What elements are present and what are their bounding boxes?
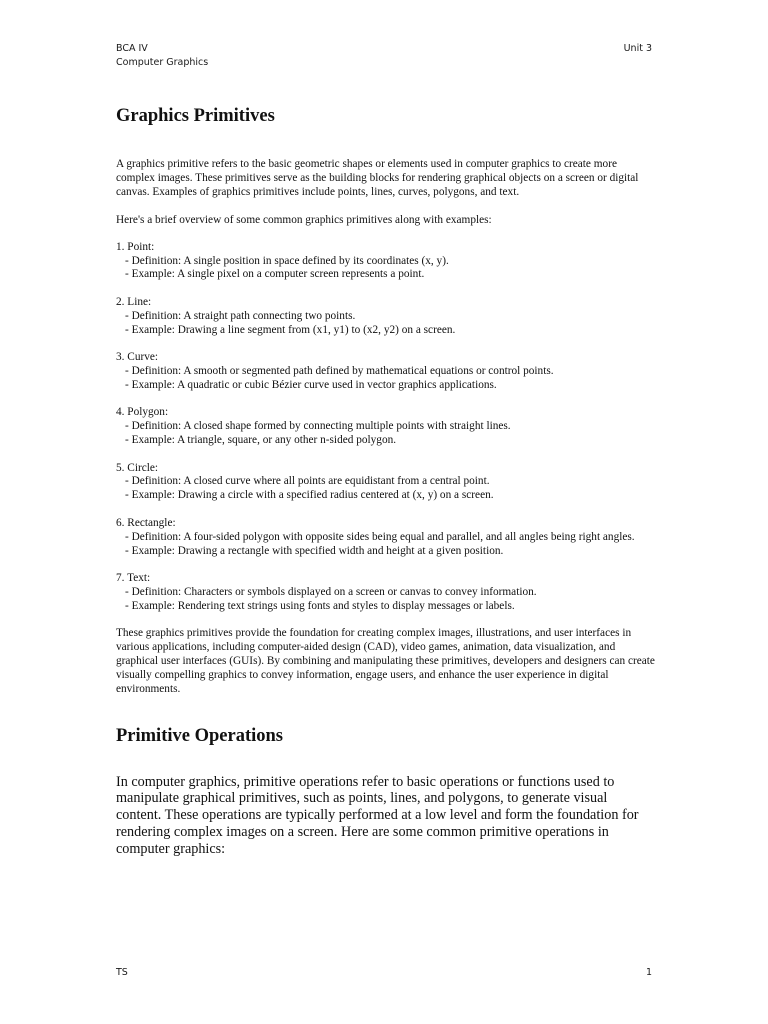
item-example: - Example: Drawing a circle with a specified radius centered at (x, y) on a screen. (125, 489, 494, 502)
intro-paragraph: A graphics primitive refers to the basic geometric shapes or elements used in computer graphics to create more complex images. These primitives serve as the building blocks for rendering graphical objects on a screen or digital canvas. Examples of graphics primitives include points, lines, curves, polygons, and text. (116, 158, 639, 198)
primitives-list (116, 241, 656, 614)
unit-label: Unit 3 (623, 43, 652, 54)
item-definition: - Definition: Characters or symbols displayed on a screen or canvas to convey information. (125, 585, 537, 598)
list-item (116, 462, 656, 504)
overview-paragraph: Here's a brief overview of some common graphics primitives along with examples: (116, 213, 492, 226)
item-definition: - Definition: A single position in space defined by its coordinates (x, y). (125, 254, 449, 267)
item-definition: - Definition: A straight path connecting two points. (125, 309, 356, 322)
item-heading: 2. Line: (116, 295, 152, 308)
list-item (116, 572, 656, 614)
closing-paragraph: These graphics primitives provide the foundation for creating complex images, illustrations, and user interfaces in various applications, including computer-aided design (CAD), video games, animation, data visualization, and graphical user interfaces (GUIs). By combining and manipulating these primitives, developers and designers can create visually compelling graphics to convey information, engage users, and enhance the user experience in digital environments. (116, 627, 655, 695)
item-example: - Example: Rendering text strings using fonts and styles to display messages or labels. (125, 599, 515, 612)
footer-initials: TS (116, 967, 128, 978)
list-item (116, 296, 656, 338)
course-code: BCA IV (116, 43, 148, 54)
item-example: - Example: A quadratic or cubic Bézier curve used in vector graphics applications. (125, 378, 497, 391)
item-heading: 5. Circle: (116, 461, 159, 474)
item-example: - Example: A triangle, square, or any other n-sided polygon. (125, 434, 397, 447)
item-example: - Example: Drawing a line segment from (x1, y1) to (x2, y2) on a screen. (125, 323, 456, 336)
item-heading: 6. Rectangle: (116, 516, 176, 529)
page-header-left (116, 42, 208, 70)
item-heading: 4. Polygon: (116, 406, 169, 419)
item-definition: - Definition: A smooth or segmented path defined by mathematical equations or control points. (125, 364, 554, 377)
item-heading: 1. Point: (116, 240, 155, 253)
item-definition: - Definition: A closed curve where all points are equidistant from a central point. (125, 475, 490, 488)
item-definition: - Definition: A four-sided polygon with opposite sides being equal and parallel, and all angles being right angles. (125, 530, 635, 543)
item-example: - Example: Drawing a rectangle with specified width and height at a given position. (125, 544, 504, 557)
page-body (116, 100, 656, 858)
item-example: - Example: A single pixel on a computer screen represents a point. (125, 268, 425, 281)
section-title-primitive-operations: Primitive Operations (116, 725, 283, 746)
list-item (116, 241, 656, 283)
course-name: Computer Graphics (116, 57, 209, 68)
operations-paragraph: In computer graphics, primitive operations refer to basic operations or functions used to manipulate graphical primitives, such as points, lines, and polygons, to generate visual content. These operations are typically performed at a low level and form the foundation for rendering complex images on a screen. Here are some common primitive operations in computer graphics: (116, 773, 639, 857)
item-definition: - Definition: A closed shape formed by connecting multiple points with straight lines. (125, 420, 511, 433)
item-heading: 3. Curve: (116, 351, 159, 364)
list-item (116, 517, 656, 559)
page-number: 1 (645, 967, 652, 978)
section-title-graphics-primitives: Graphics Primitives (116, 106, 275, 126)
item-heading: 7. Text: (116, 571, 151, 584)
list-item (116, 351, 656, 393)
list-item (116, 406, 656, 448)
